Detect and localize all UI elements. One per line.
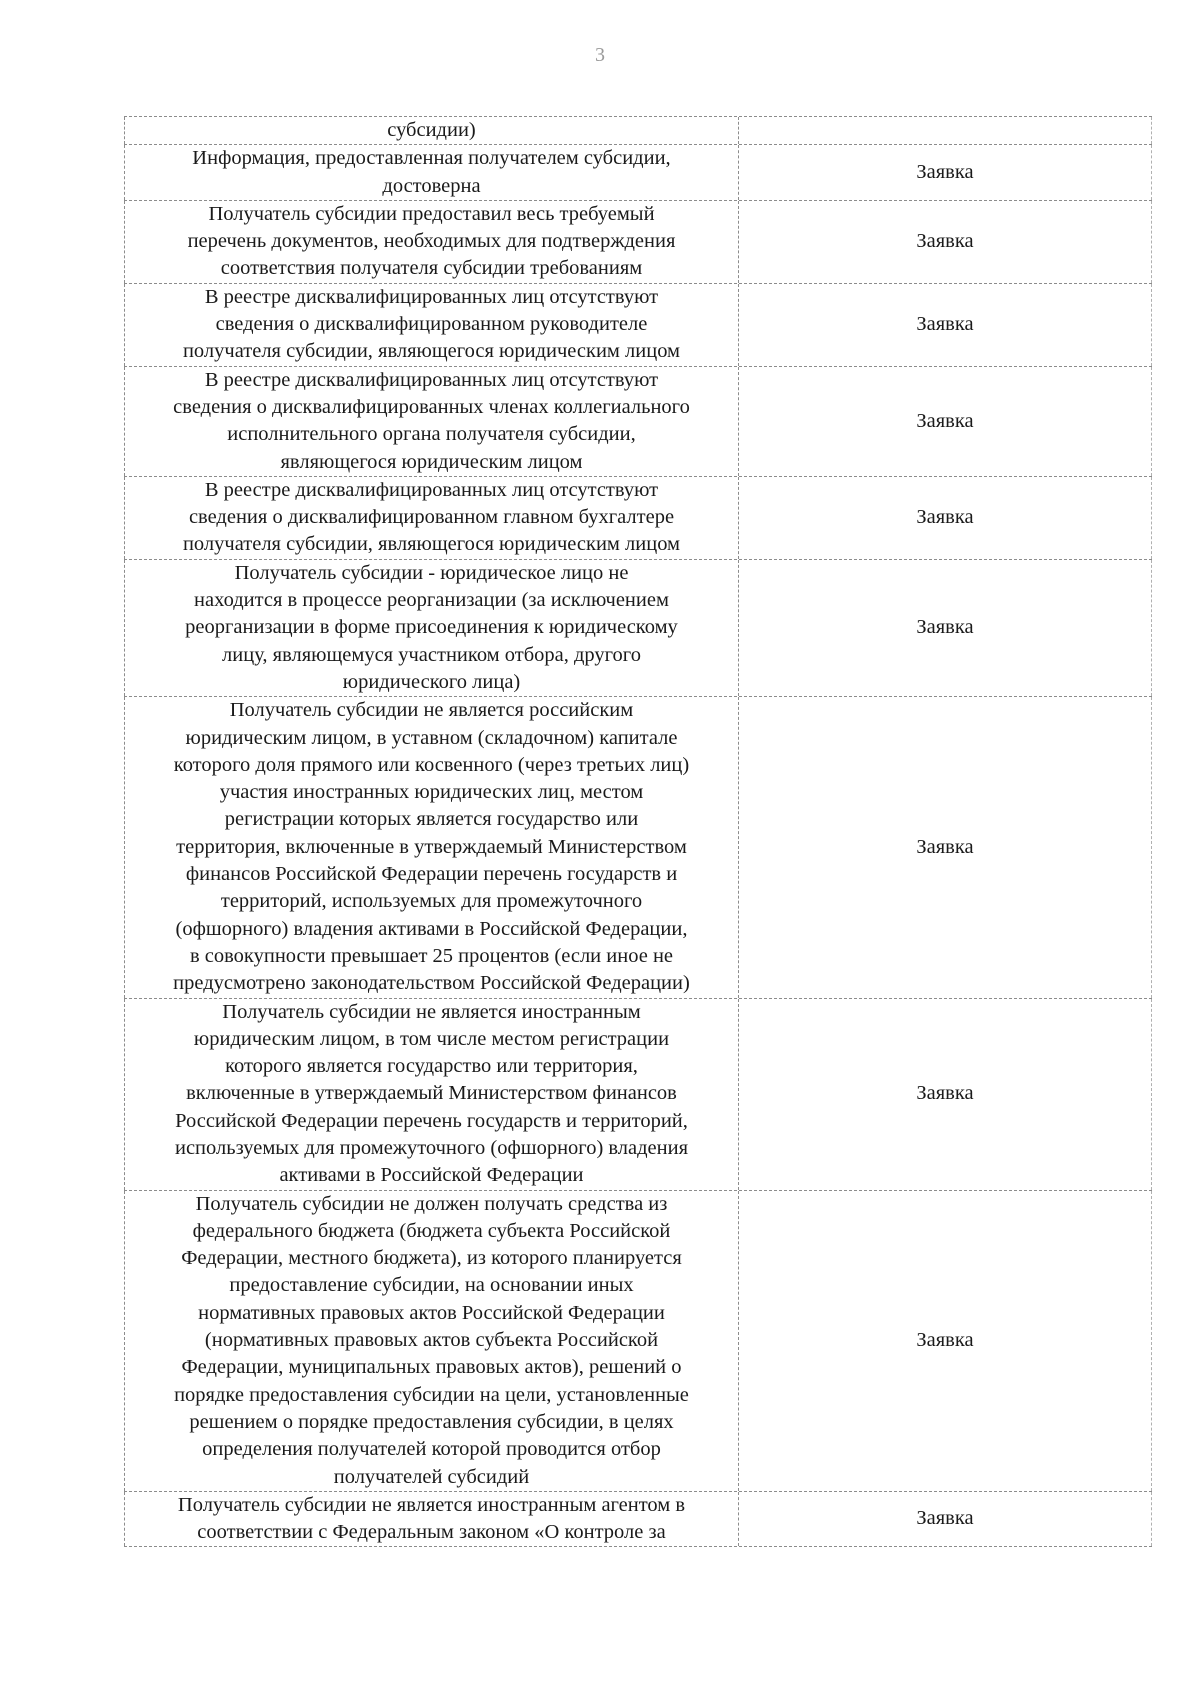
criterion-cell: Получатель субсидии не должен получать средства из федерального бюджета (бюджета субъекта Российской Федерации, местного бюджета), из которого планируется предоставление субсидии, на основании иных нормативных правовых актов Российской Федерации (нормативных правовых актов субъекта Российской Федерации, муниципальных правовых актов), решений о порядке предоставления субсидии на цели, установленные решением о порядке предоставления субсидии, в целях определения получателей которой проводится отбор получателей субсидий xyxy=(124,1191,739,1491)
document-cell: Заявка xyxy=(739,477,1152,559)
table-row xyxy=(124,283,1152,366)
table-row xyxy=(124,1190,1152,1491)
document-cell: Заявка xyxy=(739,1191,1152,1491)
document-cell: Заявка xyxy=(739,284,1152,366)
criterion-cell: В реестре дисквалифицированных лиц отсутствуют сведения о дисквалифицированных членах коллегиального исполнительного органа получателя субсидии, являющегося юридическим лицом xyxy=(124,367,739,476)
criteria-table xyxy=(124,116,1152,1547)
table-row xyxy=(124,200,1152,283)
criterion-cell: Получатель субсидии не является иностранным юридическим лицом, в том числе местом регистрации которого является государство или территория, включенные в утверждаемый Министерством финансов Российской Федерации перечень государств и территорий, используемых для промежуточного (офшорного) владения активами в Российской Федерации xyxy=(124,999,739,1190)
table-row xyxy=(124,116,1152,144)
table-row xyxy=(124,144,1152,200)
document-cell: Заявка xyxy=(739,201,1152,283)
document-cell: Заявка xyxy=(739,145,1152,200)
table-row xyxy=(124,559,1152,696)
criterion-cell: В реестре дисквалифицированных лиц отсутствуют сведения о дисквалифицированном главном бухгалтере получателя субсидии, являющегося юридическим лицом xyxy=(124,477,739,559)
criterion-cell: Получатель субсидии предоставил весь требуемый перечень документов, необходимых для подтверждения соответствия получателя субсидии требованиям xyxy=(124,201,739,283)
criterion-cell: Получатель субсидии не является российским юридическим лицом, в уставном (складочном) капитале которого доля прямого или косвенного (через третьих лиц) участия иностранных юридических лиц, местом регистрации которых является государство или территория, включенные в утверждаемый Министерством финансов Российской Федерации перечень государств и территорий, используемых для промежуточного (офшорного) владения активами в Российской Федерации, в совокупности превышает 25 процентов (если иное не предусмотрено законодательством Российской Федерации) xyxy=(124,697,739,997)
table-row xyxy=(124,366,1152,476)
document-cell: Заявка xyxy=(739,367,1152,476)
table-row xyxy=(124,1491,1152,1548)
page-number: 3 xyxy=(595,44,605,66)
table-row xyxy=(124,696,1152,997)
document-cell xyxy=(739,117,1152,144)
criterion-cell: Получатель субсидии - юридическое лицо не находится в процессе реорганизации (за исключением реорганизации в форме присоединения к юридическому лицу, являющемуся участником отбора, другого юридического лица) xyxy=(124,560,739,696)
criterion-cell: Получатель субсидии не является иностранным агентом в соответствии с Федеральным законом «О контроле за xyxy=(124,1492,739,1547)
document-cell: Заявка xyxy=(739,697,1152,997)
table-row xyxy=(124,476,1152,559)
document-cell: Заявка xyxy=(739,1492,1152,1547)
document-cell: Заявка xyxy=(739,999,1152,1190)
table-row xyxy=(124,998,1152,1190)
criterion-cell: В реестре дисквалифицированных лиц отсутствуют сведения о дисквалифицированном руководителе получателя субсидии, являющегося юридическим лицом xyxy=(124,284,739,366)
document-cell: Заявка xyxy=(739,560,1152,696)
criterion-cell: субсидии) xyxy=(124,117,739,144)
criterion-cell: Информация, предоставленная получателем субсидии, достоверна xyxy=(124,145,739,200)
